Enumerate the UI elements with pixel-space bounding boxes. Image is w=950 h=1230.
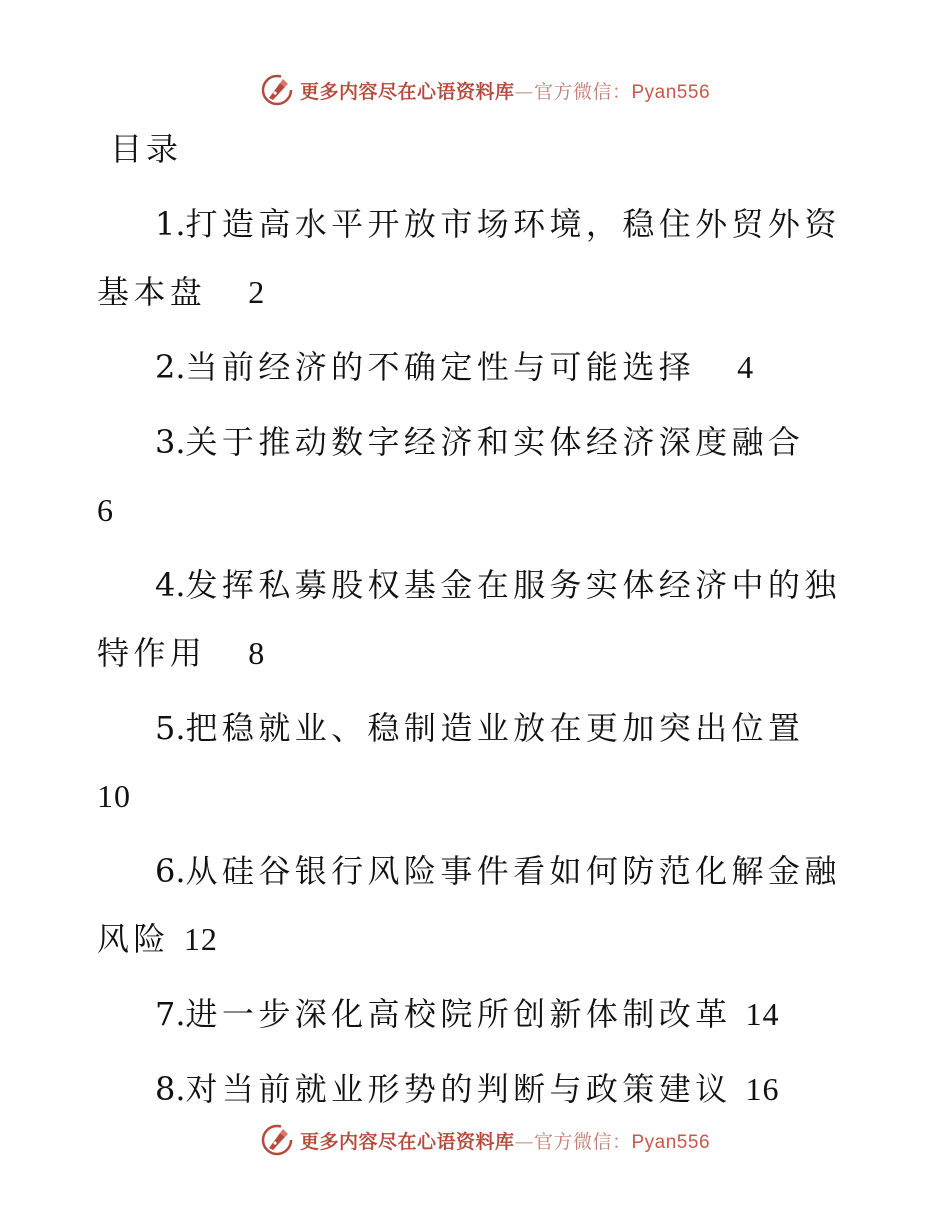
toc-entry-7[interactable]: [97, 980, 847, 1048]
banner-wechat-id: Pyan556: [631, 81, 711, 103]
header-banner-text: [300, 77, 710, 104]
banner-brand: 更多内容尽在心语资料库: [299, 1130, 515, 1153]
toc-entry-number: 4.: [155, 566, 186, 604]
toc-entry-title: 进一步深化高校院所创新体制改革: [185, 995, 732, 1033]
footer-banner-text: [300, 1127, 710, 1154]
pen-nib-logo-icon: [260, 1123, 294, 1157]
toc-entry-number: 7.: [155, 995, 186, 1033]
toc-entry-title: 发挥私募股权基金在服务实体经济中的独特作用: [97, 566, 841, 672]
banner-brand: 更多内容尽在心语资料库: [299, 80, 515, 103]
banner-wechat-label: 官方微信：: [533, 80, 632, 103]
toc-entry-number: 2.: [155, 348, 186, 386]
toc-entry-6[interactable]: [97, 837, 847, 973]
toc-entry-page: 8: [248, 635, 266, 671]
toc-entry-title: 打造高水平开放市场环境，稳住外贸外资基本盘: [97, 205, 841, 311]
toc-entry-number: 1.: [155, 205, 186, 243]
toc-entry-page: 6: [97, 492, 114, 528]
header-banner: [0, 70, 950, 110]
toc-entry-number: 5.: [155, 709, 186, 747]
footer-banner: [0, 1120, 950, 1160]
banner-separator: —: [514, 1130, 534, 1153]
toc-entry-page: 16: [745, 1071, 780, 1107]
toc-entry-page: 2: [248, 274, 266, 310]
toc-title: 目录: [110, 130, 183, 168]
footer-banner-content: [240, 1123, 710, 1157]
toc-entry-5[interactable]: [97, 694, 847, 830]
toc-entry-3[interactable]: [97, 408, 847, 544]
toc-entry-title: 把稳就业、稳制造业放在更加突出位置: [185, 709, 805, 747]
header-banner-content: [240, 73, 710, 107]
toc-entry-8[interactable]: [97, 1055, 847, 1123]
toc-entry-1[interactable]: [97, 190, 847, 326]
toc-entry-title: 从硅谷银行风险事件看如何防范化解金融风险: [97, 852, 841, 958]
banner-wechat-id: Pyan556: [631, 1131, 711, 1153]
toc-entry-4[interactable]: [97, 551, 847, 687]
toc-entry-2[interactable]: [97, 333, 847, 401]
toc-entry-title: 当前经济的不确定性与可能选择: [185, 348, 696, 386]
pen-nib-logo-icon: [260, 73, 294, 107]
toc-list: [97, 190, 847, 1130]
toc-entry-page: 4: [737, 349, 755, 385]
toc-entry-page: 12: [183, 921, 218, 957]
toc-entry-title: 对当前就业形势的判断与政策建议: [185, 1070, 732, 1108]
toc-entry-page: 14: [745, 996, 780, 1032]
toc-entry-page: 10: [97, 778, 131, 814]
toc-entry-number: 6.: [155, 852, 186, 890]
toc-entry-number: 3.: [155, 423, 186, 461]
toc-entry-number: 8.: [155, 1070, 186, 1108]
banner-separator: —: [514, 80, 534, 103]
toc-entry-title: 关于推动数字经济和实体经济深度融合: [185, 423, 805, 461]
banner-wechat-label: 官方微信：: [533, 1130, 632, 1153]
